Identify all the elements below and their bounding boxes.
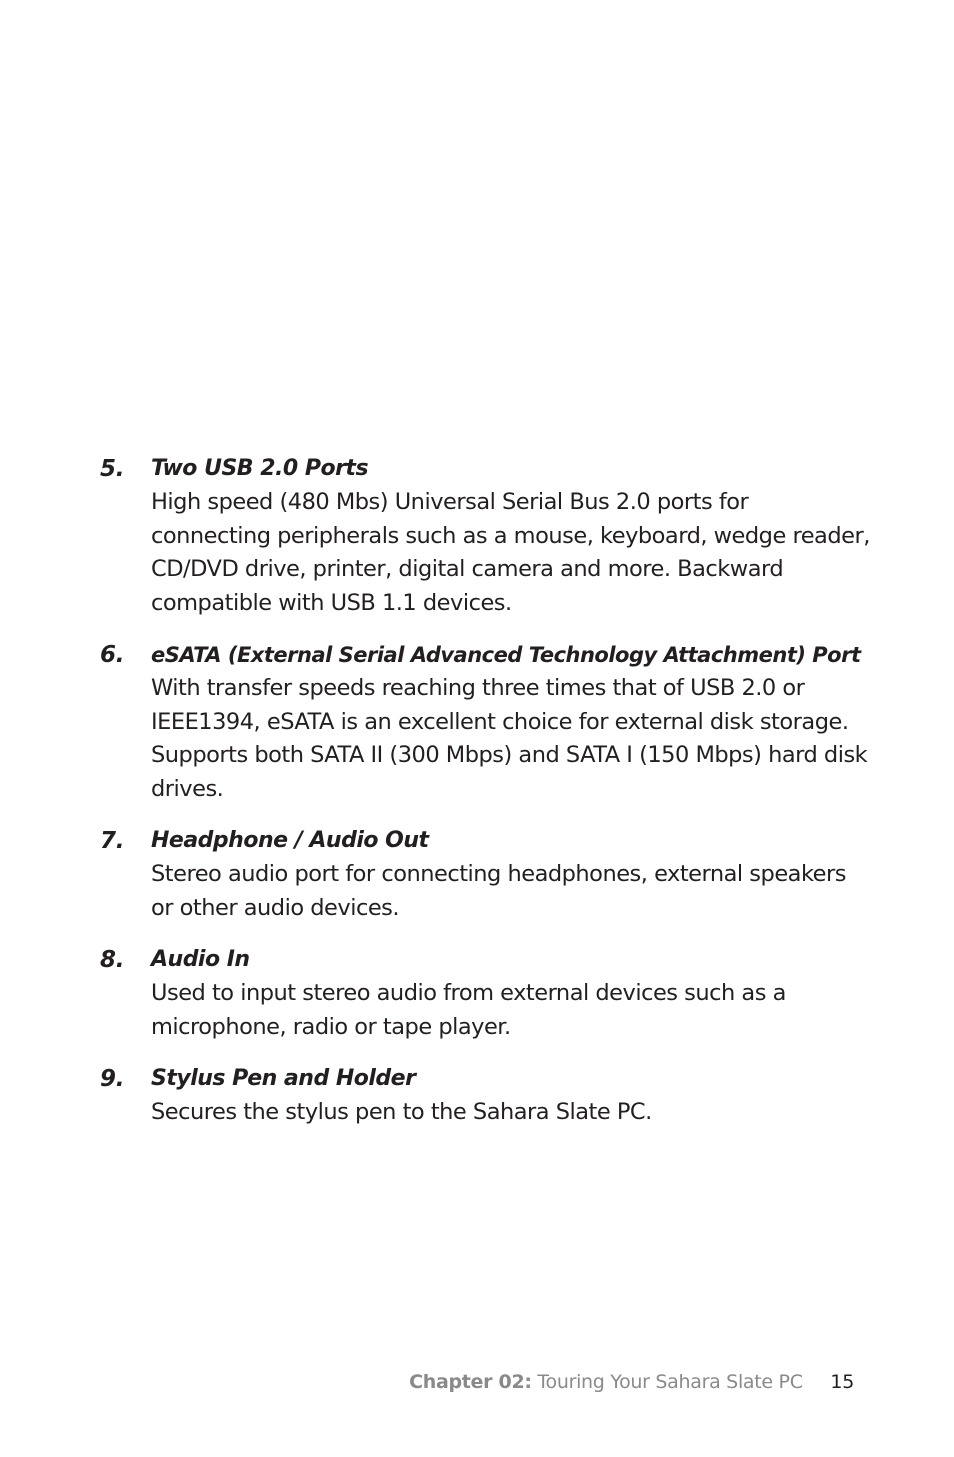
chapter-title: Touring Your Sahara Slate PC <box>537 1371 803 1393</box>
list-item-usb-ports <box>100 452 870 620</box>
feature-list <box>100 452 870 1148</box>
item-description: Secures the stylus pen to the Sahara Slate PC. <box>151 1099 652 1125</box>
chapter-label: Chapter 02: <box>409 1371 532 1393</box>
page-number: 15 <box>830 1371 854 1393</box>
item-title: Two USB 2.0 Ports <box>151 456 369 481</box>
item-title: Stylus Pen and Holder <box>151 1066 416 1091</box>
list-item-headphone-out <box>100 824 870 925</box>
item-title: eSATA (External Serial Advanced Technology Attachment) Port <box>151 643 861 667</box>
item-number: 8. <box>100 947 125 973</box>
item-number: 5. <box>100 456 125 482</box>
list-item-audio-in <box>100 943 870 1044</box>
item-title: Audio In <box>151 947 250 972</box>
item-body <box>151 638 870 806</box>
item-body <box>151 824 870 925</box>
item-description: Stereo audio port for connecting headphones, external speakers or other audio devices. <box>151 861 846 921</box>
item-body <box>151 1062 870 1130</box>
item-title: Headphone / Audio Out <box>151 828 429 853</box>
item-number: 9. <box>100 1066 125 1092</box>
item-number: 6. <box>100 642 125 668</box>
list-item-esata-port <box>100 638 870 806</box>
item-body <box>151 452 870 620</box>
item-description: With transfer speeds reaching three times that of USB 2.0 or IEEE1394, eSATA is an excellent choice for external disk storage. Supports both SATA II (300 Mbps) and SATA I (150 Mbps) hard disk drives. <box>151 675 868 802</box>
item-number: 7. <box>100 828 125 854</box>
item-description: Used to input stereo audio from external devices such as a microphone, radio or tape player. <box>151 980 786 1040</box>
item-body <box>151 943 870 1044</box>
page-footer <box>409 1371 854 1393</box>
item-description: High speed (480 Mbs) Universal Serial Bus 2.0 ports for connecting peripherals such as a mouse, keyboard, wedge reader, CD/DVD drive, printer, digital camera and more. Backward compatible with USB 1.1 devices. <box>151 489 870 616</box>
list-item-stylus-holder <box>100 1062 870 1130</box>
